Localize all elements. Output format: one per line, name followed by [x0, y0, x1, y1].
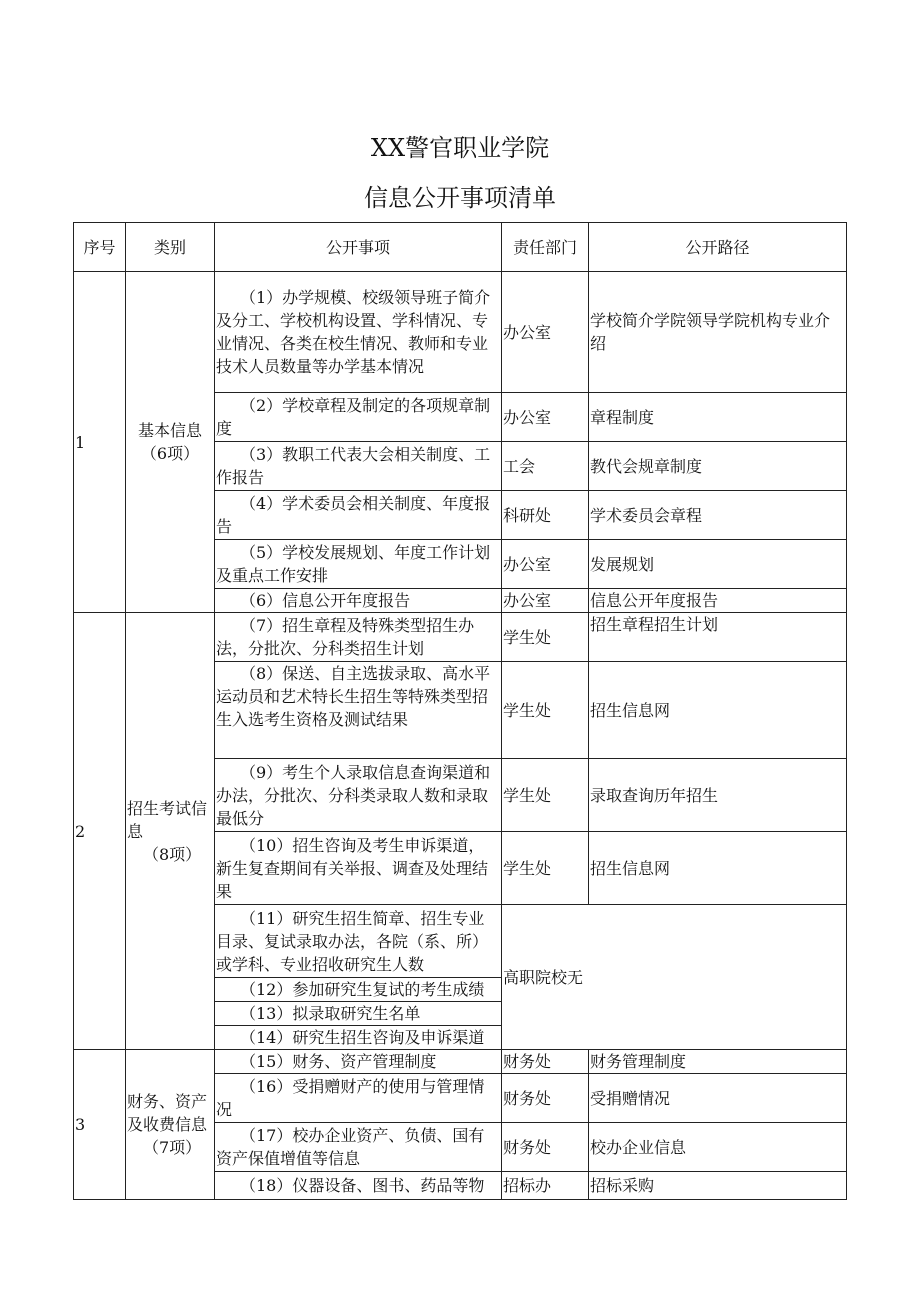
path-text: 学校简介学院领导学院机构专业介绍: [589, 272, 847, 393]
group-category: [126, 272, 215, 613]
item-text: （5）学校发展规划、年度工作计划及重点工作安排: [215, 540, 502, 589]
disclosure-table: [73, 222, 847, 1200]
table-row: [74, 1050, 847, 1074]
dept-text: 办公室: [502, 540, 589, 589]
header-dept: 责任部门: [502, 223, 589, 272]
dept-text: 财务处: [502, 1074, 589, 1123]
header-item: 公开事项: [215, 223, 502, 272]
header-path: 公开路径: [589, 223, 847, 272]
item-text: （18）仪器设备、图书、药品等物: [215, 1172, 502, 1200]
item-text: （8）保送、自主选拔录取、高水平运动员和艺术特长生招生等特殊类型招生入选考生资格及测试结果: [215, 662, 502, 759]
path-text: 招标采购: [589, 1172, 847, 1200]
dept-text: 办公室: [502, 589, 589, 613]
item-text: （14）研究生招生咨询及申诉渠道: [215, 1026, 502, 1050]
item-text: （6）信息公开年度报告: [215, 589, 502, 613]
category-name: 财务、资产及收费信息: [127, 1092, 208, 1134]
category-count: （8项）: [143, 844, 202, 864]
item-text: （9）考生个人录取信息查询渠道和办法，分批次、分科类录取人数和录取最低分: [215, 759, 502, 832]
item-text: （3）教职工代表大会相关制度、工作报告: [215, 442, 502, 491]
path-text: 受捐赠情况: [589, 1074, 847, 1123]
dept-text: 办公室: [502, 272, 589, 393]
page-subtitle: 信息公开事项清单: [364, 184, 556, 212]
dept-text: 财务处: [502, 1123, 589, 1172]
dept-text: 学生处: [502, 662, 589, 759]
item-text: （11）研究生招生简章、招生专业目录、复试录取办法，各院（系、所）或学科、专业招收研究生人数: [215, 905, 502, 978]
item-text: （7）招生章程及特殊类型招生办法，分批次、分科类招生计划: [215, 613, 502, 662]
item-text: （13）拟录取研究生名单: [215, 1002, 502, 1026]
table-header-row: [74, 223, 847, 272]
category-name: 招生考试信息: [127, 798, 208, 841]
dept-text: 学生处: [502, 832, 589, 905]
item-text: （16）受捐赠财产的使用与管理情况: [215, 1074, 502, 1123]
dept-text: 招标办: [502, 1172, 589, 1200]
header-category: 类别: [126, 223, 215, 272]
dept-text: 工会: [502, 442, 589, 491]
path-text: 校办企业信息: [589, 1123, 847, 1172]
group-category: [126, 613, 215, 1050]
item-text: （10）招生咨询及考生申诉渠道，新生复查期间有关举报、调查及处理结果: [215, 832, 502, 905]
path-text: 信息公开年度报告: [589, 589, 847, 613]
dept-text: 学生处: [502, 759, 589, 832]
path-text: 招生信息网: [589, 662, 847, 759]
path-text: 财务管理制度: [589, 1050, 847, 1074]
item-text: （2）学校章程及制定的各项规章制度: [215, 393, 502, 442]
item-text: （1）办学规模、校级领导班子简介及分工、学校机构设置、学科情况、专业情况、各类在校生情况、教师和专业技术人员数量等办学基本情况: [215, 272, 502, 393]
item-text: （12）参加研究生复试的考生成绩: [215, 978, 502, 1002]
group-no: 3: [74, 1050, 126, 1200]
dept-text: 科研处: [502, 491, 589, 540]
page-title: XX警官职业学院: [370, 134, 550, 162]
path-text: 教代会规章制度: [589, 442, 847, 491]
path-text: 招生信息网: [589, 832, 847, 905]
header-no: 序号: [74, 223, 126, 272]
path-text: 章程制度: [589, 393, 847, 442]
table-row: [74, 272, 847, 393]
dept-text: 财务处: [502, 1050, 589, 1074]
category-count: （6项）: [140, 444, 200, 463]
group-no: 1: [74, 272, 126, 613]
category-name: 基本信息: [137, 421, 202, 440]
path-text: 录取查询历年招生: [589, 759, 847, 832]
path-text: 招生章程招生计划: [589, 613, 847, 662]
table-row: [74, 613, 847, 662]
group-no: 2: [74, 613, 126, 1050]
merged-note: 高职院校无: [502, 905, 847, 1050]
path-text: 发展规划: [589, 540, 847, 589]
item-text: （17）校办企业资产、负债、国有资产保值增值等信息: [215, 1123, 502, 1172]
group-category: [126, 1050, 215, 1200]
item-text: （4）学术委员会相关制度、年度报告: [215, 491, 502, 540]
item-text: （15）财务、资产管理制度: [215, 1050, 502, 1074]
category-count: （7项）: [143, 1138, 202, 1157]
dept-text: 办公室: [502, 393, 589, 442]
dept-text: 学生处: [502, 613, 589, 662]
path-text: 学术委员会章程: [589, 491, 847, 540]
